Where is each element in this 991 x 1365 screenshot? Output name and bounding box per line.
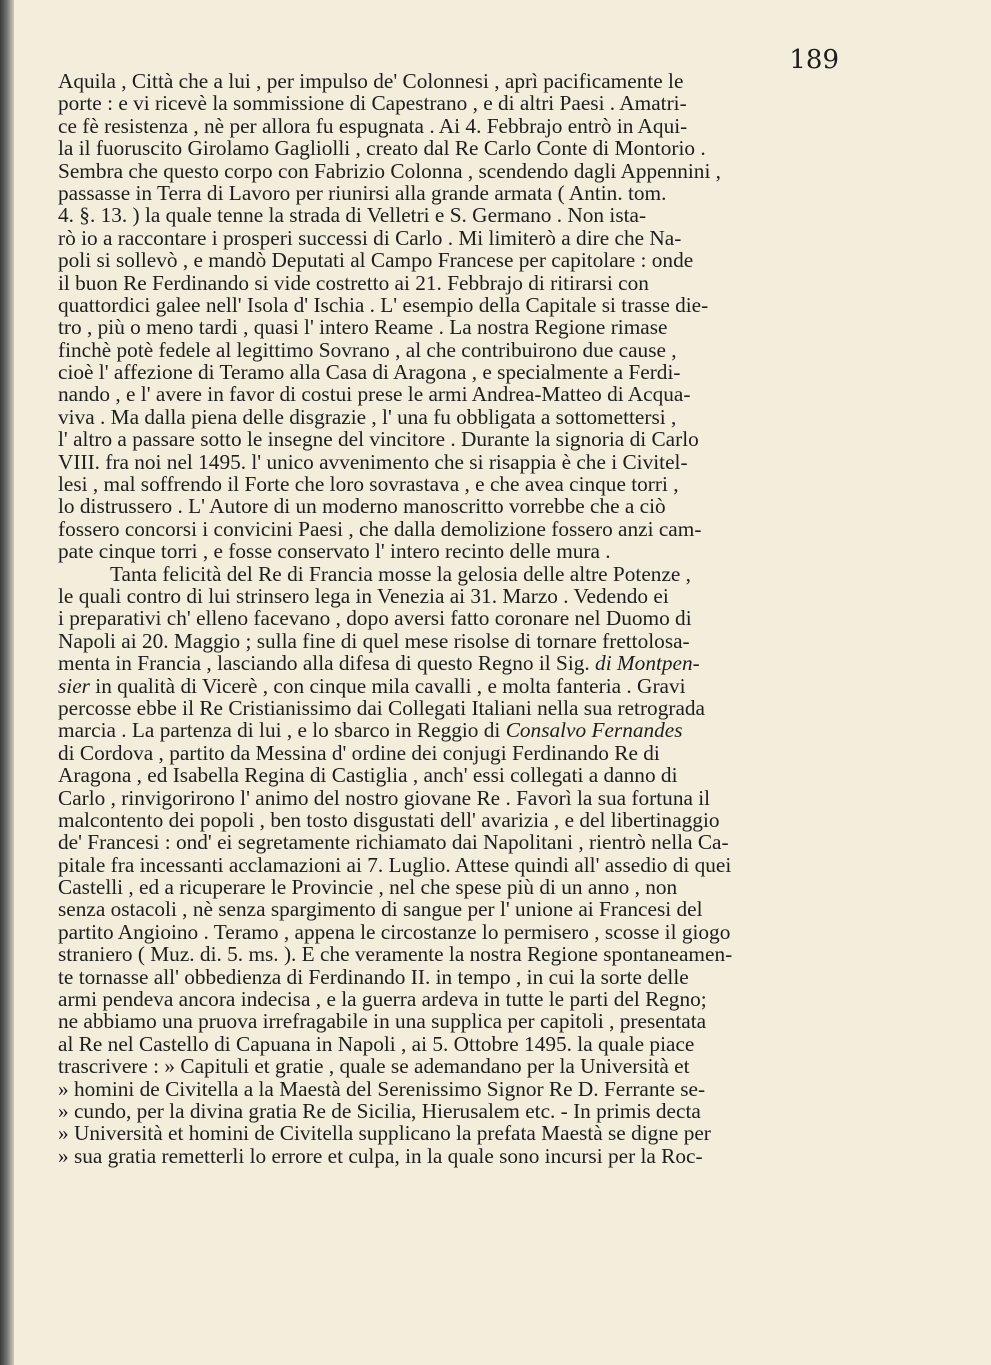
line-text: Napoli ai 20. Maggio ; sulla fine di quel mese risolse di tornare frettolosa- — [58, 628, 690, 653]
line-text: finchè potè fedele al legittimo Sovrano , al che contribuirono due cause , — [58, 337, 677, 362]
text-line — [58, 316, 838, 338]
line-text: » Università et homini de Civitella supplicano la prefata Maestà se digne per — [58, 1121, 711, 1146]
line-text: percosse ebbe il Re Cristianissimo dai Collegati Italiani nella sua retrograda — [58, 695, 705, 720]
text-line — [58, 787, 838, 809]
text-line — [58, 585, 838, 607]
line-text: partito Angioino . Teramo , appena le circostanze lo permisero , scosse il giogo — [58, 919, 731, 944]
text-line — [58, 137, 838, 159]
text-line — [58, 854, 838, 876]
text-line — [58, 1122, 838, 1144]
text-line — [58, 1078, 838, 1100]
line-text: tro , più o meno tardi , quasi l' intero Reame . La nostra Regione rimase — [58, 315, 668, 340]
line-text: i preparativi ch' elleno facevano , dopo aversi fatto coronare nel Duomo di — [58, 606, 692, 631]
text-line — [58, 966, 838, 988]
line-text: » cundo, per la divina gratia Re de Sicilia, Hierusalem etc. - In primis decta — [58, 1098, 701, 1123]
line-text: ce fè resistenza , nè per allora fu espugnata . Ai 4. Febbrajo entrò in Aqui- — [58, 113, 688, 138]
line-text: lesi , mal soffrendo il Forte che loro sovrastava , e che avea cinque torri , — [58, 472, 679, 497]
text-line — [58, 1145, 838, 1167]
text-line — [58, 361, 838, 383]
text-line — [58, 383, 838, 405]
italic-text: sier — [58, 673, 90, 698]
line-text: cioè l' affezione di Teramo alla Casa di Aragona , e specialmente a Ferdi- — [58, 360, 681, 385]
page-number: 189 — [789, 45, 839, 75]
italic-text: di Montpen- — [595, 651, 700, 676]
text-line — [58, 428, 838, 450]
line-text: passasse in Terra di Lavoro per riunirsi alla grande armata ( Antin. tom. — [58, 180, 667, 205]
text-line — [58, 1010, 838, 1032]
italic-text: Consalvo Fernandes — [505, 718, 683, 743]
line-text: viva . Ma dalla piena delle disgrazie , l' una fu obbligata a sottomettersi , — [58, 404, 677, 429]
text-line — [58, 988, 838, 1010]
line-text: quattordici galee nell' Isola d' Ischia . L' esempio della Capitale si trasse die- — [58, 292, 709, 317]
text-line — [58, 294, 838, 316]
line-text: straniero ( Muz. di. 5. ms. ). E che veramente la nostra Regione spontaneamen- — [58, 942, 733, 967]
text-line — [58, 406, 838, 428]
text-line — [58, 921, 838, 943]
text-line — [58, 272, 838, 294]
line-text: le quali contro di lui strinsero lega in Venezia ai 31. Marzo . Vedendo ei — [58, 583, 669, 608]
text-line — [58, 719, 838, 741]
line-text: poli si sollevò , e mandò Deputati al Campo Francese per capitolare : onde — [58, 248, 694, 273]
text-line — [58, 160, 838, 182]
line-text: nando , e l' avere in favor di costui prese le armi Andrea-Matteo di Acqua- — [58, 382, 691, 407]
text-line — [58, 518, 838, 540]
line-text: senza ostacoli , nè senza spargimento di sangue per l' unione ai Francesi del — [58, 897, 703, 922]
text-line — [58, 675, 838, 697]
text-line — [58, 876, 838, 898]
line-text: Castelli , ed a ricuperare le Provincie , nel che spese più di un anno , non — [58, 875, 678, 900]
line-text: fossero concorsi i convicini Paesi , che dalla demolizione fossero anzi cam- — [58, 516, 702, 541]
line-text: malcontento dei popoli , ben tosto disgustati dell' avarizia , e del libertinaggio — [58, 807, 720, 832]
line-text: lo distrussero . L' Autore di un moderno manoscritto vorrebbe che a ciò — [58, 494, 666, 519]
line-text: » sua gratia remetterli lo errore et culpa, in la quale sono incursi per la Roc- — [58, 1143, 703, 1168]
line-text: pitale fra incessanti acclamazioni ai 7. Luglio. Attese quindi all' assedio di quei — [58, 852, 732, 877]
line-text: ne abbiamo una pruova irrefragabile in una supplica per capitoli , presentata — [58, 1009, 707, 1034]
line-text: l' altro a passare sotto le insegne del vincitore . Durante la signoria di Carlo — [58, 427, 699, 452]
line-text: menta in Francia , lasciando alla difesa di questo Regno il Sig. — [58, 651, 590, 676]
line-text: te tornasse all' obbedienza di Ferdinando II. in tempo , in cui la sorte delle — [58, 964, 689, 989]
text-line — [58, 1100, 838, 1122]
text-line — [58, 831, 838, 853]
text-line — [58, 70, 838, 92]
line-text: Aragona , ed Isabella Regina di Castiglia , anch' essi collegati a danno di — [58, 763, 678, 788]
line-text: porte : e vi ricevè la sommissione di Capestrano , e di altri Paesi . Amatri- — [58, 91, 687, 116]
text-line — [58, 540, 838, 562]
text-line — [58, 182, 838, 204]
text-line — [58, 630, 838, 652]
text-line — [58, 249, 838, 271]
text-line — [58, 1033, 838, 1055]
text-line — [58, 115, 838, 137]
line-text: pate cinque torri , e fosse conservato l' intero recinto delle mura . — [58, 539, 611, 564]
text-line — [58, 809, 838, 831]
line-text: Sembra che questo corpo con Fabrizio Colonna , scendendo dagli Appennini , — [58, 158, 722, 183]
text-line — [58, 204, 838, 226]
text-line — [58, 764, 838, 786]
line-text: la il fuoruscito Girolamo Gagliolli , creato dal Re Carlo Conte di Montorio . — [58, 136, 706, 161]
line-text: Carlo , rinvigorirono l' animo del nostro giovane Re . Favorì la sua fortuna il — [58, 785, 711, 810]
line-text: in qualità di Vicerè , con cinque mila cavalli , e molta fanteria . Gravi — [89, 673, 686, 698]
text-line — [58, 943, 838, 965]
line-text: de' Francesi : ond' ei segretamente richiamato dai Napolitani , rientrò nella Ca- — [58, 830, 729, 855]
page-binding-edge — [0, 0, 14, 1365]
text-line — [58, 495, 838, 517]
line-text: il buon Re Ferdinando si vide costretto ai 21. Febbrajo di ritirarsi con — [58, 270, 649, 295]
line-text: armi pendeva ancora indecisa , e la guerra ardeva in tutte le parti del Regno; — [58, 987, 707, 1012]
text-line — [58, 339, 838, 361]
body-text — [58, 70, 838, 1167]
text-line — [58, 697, 838, 719]
text-line — [58, 473, 838, 495]
text-line — [58, 898, 838, 920]
text-line — [58, 451, 838, 473]
line-text: 4. §. 13. ) la quale tenne la strada di Velletri e S. Germano . Non ista- — [58, 203, 647, 228]
line-text: » homini de Civitella a la Maestà del Serenissimo Signor Re D. Ferrante se- — [58, 1076, 706, 1101]
line-text: al Re nel Castello di Capuana in Napoli , ai 5. Ottobre 1495. la quale piace — [58, 1031, 695, 1056]
text-line — [58, 92, 838, 114]
line-text: VIII. fra noi nel 1495. l' unico avvenimento che si risappia è che i Civitel- — [58, 449, 688, 474]
line-text: Tanta felicità del Re di Francia mosse la gelosia delle altre Potenze , — [110, 561, 691, 586]
line-text: trascrivere : » Capituli et gratie , quale se ademandano per la Università et — [58, 1054, 690, 1079]
text-line — [58, 652, 838, 674]
text-line — [58, 742, 838, 764]
text-line — [58, 1055, 838, 1077]
text-line — [58, 563, 838, 585]
line-text: di Cordova , partito da Messina d' ordine dei conjugi Ferdinando Re di — [58, 740, 660, 765]
line-text: marcia . La partenza di lui , e lo sbarco in Reggio di — [58, 718, 501, 743]
text-line — [58, 227, 838, 249]
text-line — [58, 607, 838, 629]
line-text: Aquila , Città che a lui , per impulso de' Colonnesi , aprì pacificamente le — [58, 69, 684, 93]
line-text: rò io a raccontare i prosperi successi di Carlo . Mi limiterò a dire che Na- — [58, 225, 682, 250]
